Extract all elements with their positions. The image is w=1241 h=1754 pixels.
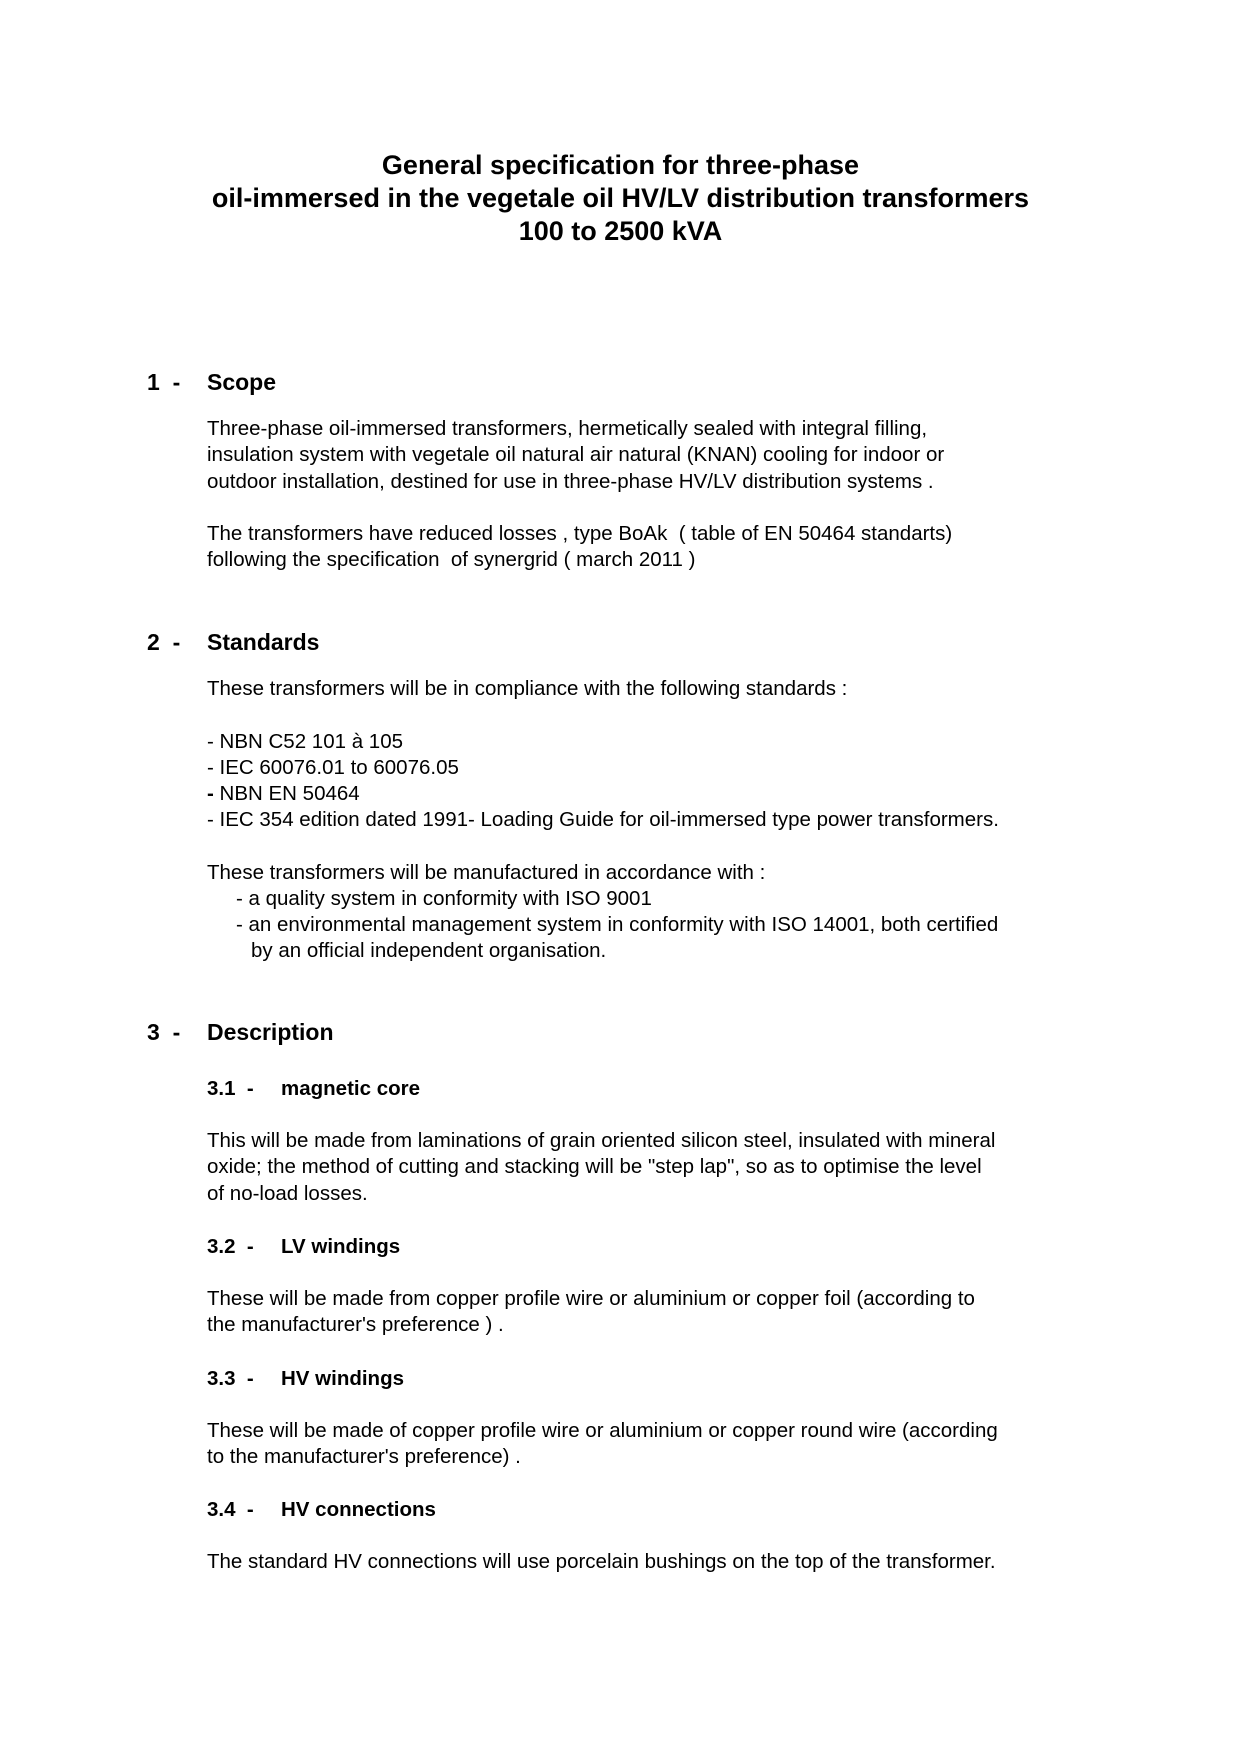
- manufactured-item: - a quality system in conformity with ISO 9001: [236, 887, 652, 910]
- subsection-3-3-heading: HV windings: [281, 1367, 404, 1390]
- subsection-3-2-number: 3.2 -: [207, 1235, 254, 1258]
- section-3-number: 3 -: [147, 1019, 181, 1045]
- section-3-heading: Description: [207, 1019, 334, 1045]
- standard-item-bold-dash: -: [207, 782, 220, 805]
- section-1-number: 1 -: [147, 369, 181, 395]
- subsection-3-3-text: These will be made of copper profile wire or aluminium or copper round wire (according to the manufacturer's preference) .: [207, 1419, 998, 1469]
- subsection-3-4-text: The standard HV connections will use porcelain bushings on the top of the transformer.: [207, 1550, 996, 1573]
- subsection-3-2-heading: LV windings: [281, 1235, 401, 1258]
- subsection-3-1-heading: magnetic core: [281, 1077, 420, 1100]
- manufactured-intro: These transformers will be manufactured in accordance with :: [207, 861, 766, 884]
- standard-item: - NBN C52 101 à 105: [207, 730, 404, 753]
- standard-item: [207, 781, 360, 807]
- document-title-line-2: oil-immersed in the vegetale oil HV/LV distribution transformers: [211, 183, 1030, 213]
- subsection-3-3-number: 3.3 -: [207, 1367, 254, 1390]
- document-title-line-3: 100 to 2500 kVA: [518, 216, 723, 246]
- section-2-number: 2 -: [147, 629, 181, 655]
- standards-intro: These transformers will be in compliance with the following standards :: [207, 677, 848, 700]
- standard-item: - IEC 354 edition dated 1991- Loading Guide for oil-immersed type power transformers.: [207, 808, 999, 831]
- section-2-heading: Standards: [207, 629, 320, 655]
- subsection-3-4-heading: HV connections: [281, 1498, 436, 1521]
- standard-item: - IEC 60076.01 to 60076.05: [207, 756, 459, 779]
- manufactured-item-continuation: by an official independent organisation.: [251, 939, 607, 962]
- manufactured-item: - an environmental management system in conformity with ISO 14001, both certified: [236, 913, 999, 936]
- standard-item-text: NBN EN 50464: [219, 782, 360, 805]
- subsection-3-1-number: 3.1 -: [207, 1077, 254, 1100]
- subsection-3-1-text: This will be made from laminations of grain oriented silicon steel, insulated with mineral oxide; the method of cutting and stacking will be "step lap", so as to optimise the level of no-load losses.: [207, 1129, 996, 1205]
- document-title-line-1: General specification for three-phase: [381, 150, 860, 180]
- subsection-3-2-text: These will be made from copper profile wire or aluminium or copper foil (according to the manufacturer's preference ) .: [207, 1287, 975, 1337]
- scope-paragraph-1: Three-phase oil-immersed transformers, hermetically sealed with integral filling, insulation system with vegetale oil natural air natural (KNAN) cooling for indoor or outdoor installation, destined for use in three-phase HV/LV distribution systems .: [207, 417, 945, 493]
- subsection-3-4-number: 3.4 -: [207, 1498, 254, 1521]
- section-1-heading: Scope: [207, 369, 277, 395]
- scope-paragraph-2: The transformers have reduced losses , type BoAk ( table of EN 50464 standarts) following the specification of synergrid ( march 2011 ): [207, 522, 953, 572]
